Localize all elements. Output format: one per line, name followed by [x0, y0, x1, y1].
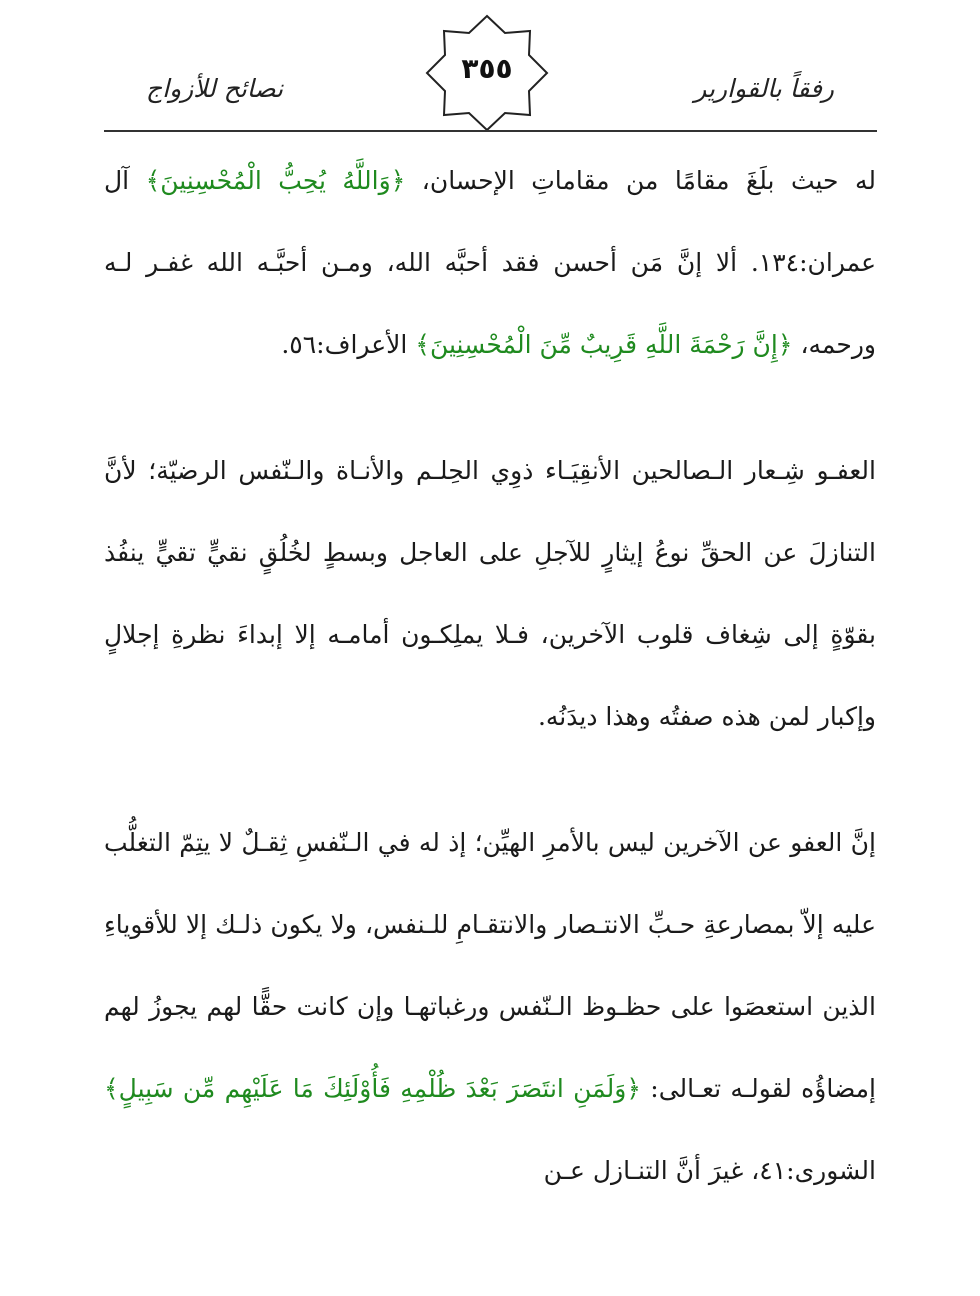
paragraph-3 — [104, 802, 876, 1212]
text-run: العفـو شِـعار الـصالحين الأنقِيَـاء ذوِي الحِلـم والأنـاة والـنّفس الرضيّة؛ لأنَّ التنازلَ عن الحقِّ نوعُ إيثارٍ للآجلِ على العاجل وبسطٍ لخُلُقٍ نقيٍّ تقيٍّ ينفُذ بقوّةٍ إلى شِغاف قلوب الآخرين، فـلا يملِكـون أمامـه إلا إبداءَ نظرةِ إجلالٍ وإكبار لمن هذه صفتُه وهذا ديدَنُه. — [104, 456, 876, 731]
quran-verse: ﴿إِنَّ رَحْمَةَ اللَّهِ قَرِيبٌ مِّنَ الْمُحْسِنِينَ﴾ — [415, 330, 793, 359]
running-title-right: رفقاً بالقوارير — [694, 74, 834, 103]
paragraph-1 — [104, 140, 876, 386]
page-body — [104, 140, 876, 1212]
text-run: الشورى:٤١، غيرَ أنَّ التنـازل عـن — [543, 1156, 876, 1185]
text-run: آل عمران:١٣٤. ألا إنَّ مَن أحسن فقد أحبَّه الله، ومـن أحبَّـه الله غفـر لـه ورحمه، — [104, 166, 876, 359]
page-number: ٣٥٥ — [461, 52, 513, 85]
header-divider — [104, 130, 877, 132]
page-number-badge — [425, 14, 549, 132]
quran-verse: ﴿وَلَمَنِ انتَصَرَ بَعْدَ ظُلْمِهِ فَأُوْلَئِكَ مَا عَلَيْهِم مِّن سَبِيلٍ﴾ — [104, 1074, 641, 1103]
text-run: إنَّ العفو عن الآخرين ليس بالأمرِ الهيِّن؛ إذ له في الـنّفسِ ثِقـلٌ لا يتِمّ التغلُّب عليه إلاّ بمصارعةِ حـبِّ الانتـصار والانتقـامِ للـنفس، ولا يكون ذلـك إلا للأقوياءِ الذين استعصَوا على حظـوظ الـنّفس ورغباتهـا وإن كانت حقًّا لهم يجوزُ لهم إمضاؤُه لقولـه تعـالى: — [104, 828, 876, 1103]
page-header — [0, 0, 980, 140]
paragraph-2 — [104, 430, 876, 758]
running-title-left: نصائح للأزواج — [146, 74, 284, 103]
quran-verse: ﴿وَاللَّهُ يُحِبُّ الْمُحْسِنِينَ﴾ — [145, 166, 406, 195]
text-run: له حيث بلَغَ مقامًا من مقاماتِ الإحسان، — [405, 166, 876, 195]
text-run: الأعراف:٥٦. — [281, 330, 416, 359]
